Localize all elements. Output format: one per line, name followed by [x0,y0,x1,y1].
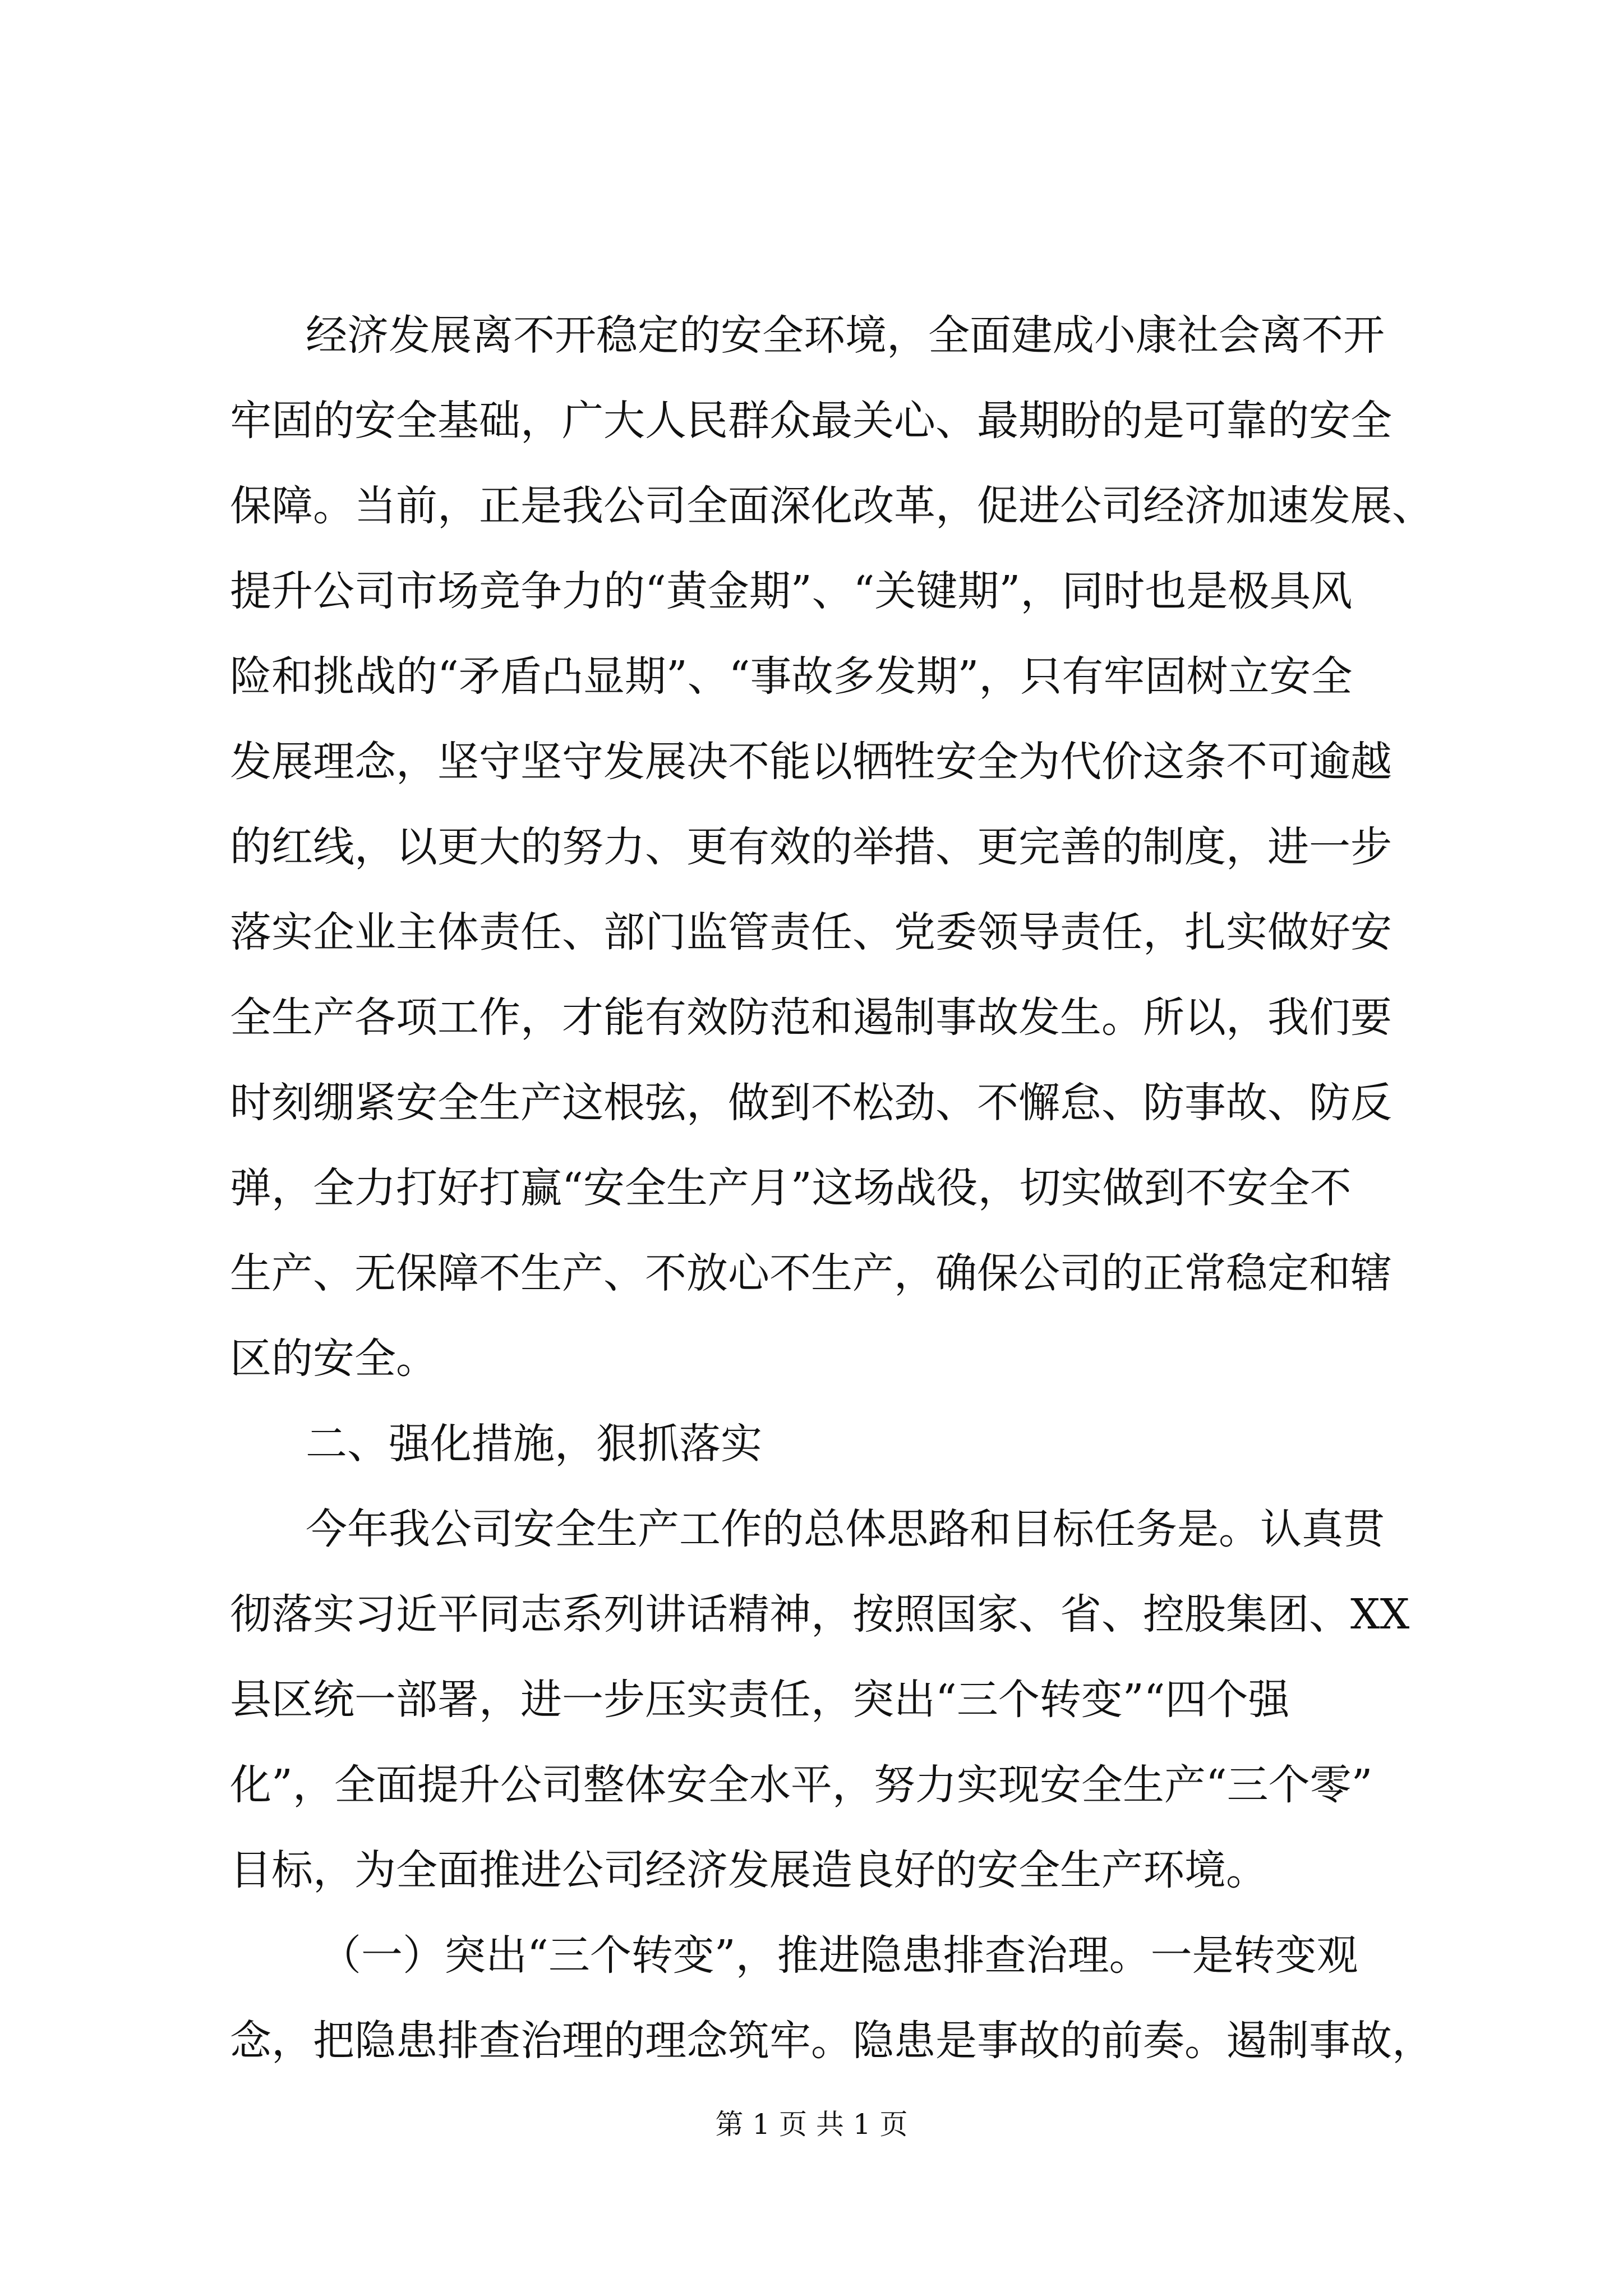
paragraph-line: 提升公司市场竞争力的“黄金期”、“关键期”，同时也是极具风 [230,567,1353,615]
paragraph-line: 彻落实习近平同志系列讲话精神，按照国家、省、控股集团、XX [230,1590,1410,1639]
paragraph-line: 弹，全力打好打赢“安全生产月”这场战役，切实做到不安全不 [230,1164,1352,1212]
paragraph-line: 牢固的安全基础，广大人民群众最关心、最期盼的是可靠的安全 [230,397,1392,445]
paragraph-line: 县区统一部署，进一步压实责任，突出“三个转变”“四个强 [230,1676,1290,1724]
paragraph-line: 念，把隐患排查治理的理念筑牢。隐患是事故的前奏。遏制事故， [230,2017,1433,2065]
paragraph-line: 全生产各项工作，才能有效防范和遏制事故发生。所以，我们要 [230,993,1392,1042]
paragraph-line: 区的安全。 [230,1335,437,1383]
paragraph-line: 的红线，以更大的努力、更有效的举措、更完善的制度，进一步 [230,823,1392,871]
section-heading: 二、强化措施，狠抓落实 [306,1420,762,1468]
paragraph-line: 经济发展离不开稳定的安全环境，全面建成小康社会离不开 [306,311,1385,360]
paragraph-line: 生产、无保障不生产、不放心不生产，确保公司的正常稳定和辖 [230,1249,1392,1297]
paragraph-line: 险和挑战的“矛盾凸显期”、“事故多发期”，只有牢固树立安全 [230,652,1353,701]
paragraph-line: 时刻绷紧安全生产这根弦，做到不松劲、不懈怠、防事故、防反 [230,1079,1392,1127]
paragraph-line: （一）突出“三个转变”，推进隐患排查治理。一是转变观 [320,1931,1358,1980]
paragraph-line: 落实企业主体责任、部门监管责任、党委领导责任，扎实做好安 [230,908,1392,956]
page-footer: 第 1 页 共 1 页 [715,2108,908,2141]
paragraph-line: 发展理念，坚守坚守发展决不能以牺牲安全为代价这条不可逾越 [230,738,1392,786]
paragraph-line: 今年我公司安全生产工作的总体思路和目标任务是。认真贯 [306,1505,1385,1553]
paragraph-line: 化”，全面提升公司整体安全水平，努力实现安全生产“三个零” [230,1761,1373,1809]
paragraph-line: 保障。当前，正是我公司全面深化改革，促进公司经济加速发展、 [230,482,1433,530]
paragraph-line: 目标，为全面推进公司经济发展造良好的安全生产环境。 [230,1846,1267,1894]
